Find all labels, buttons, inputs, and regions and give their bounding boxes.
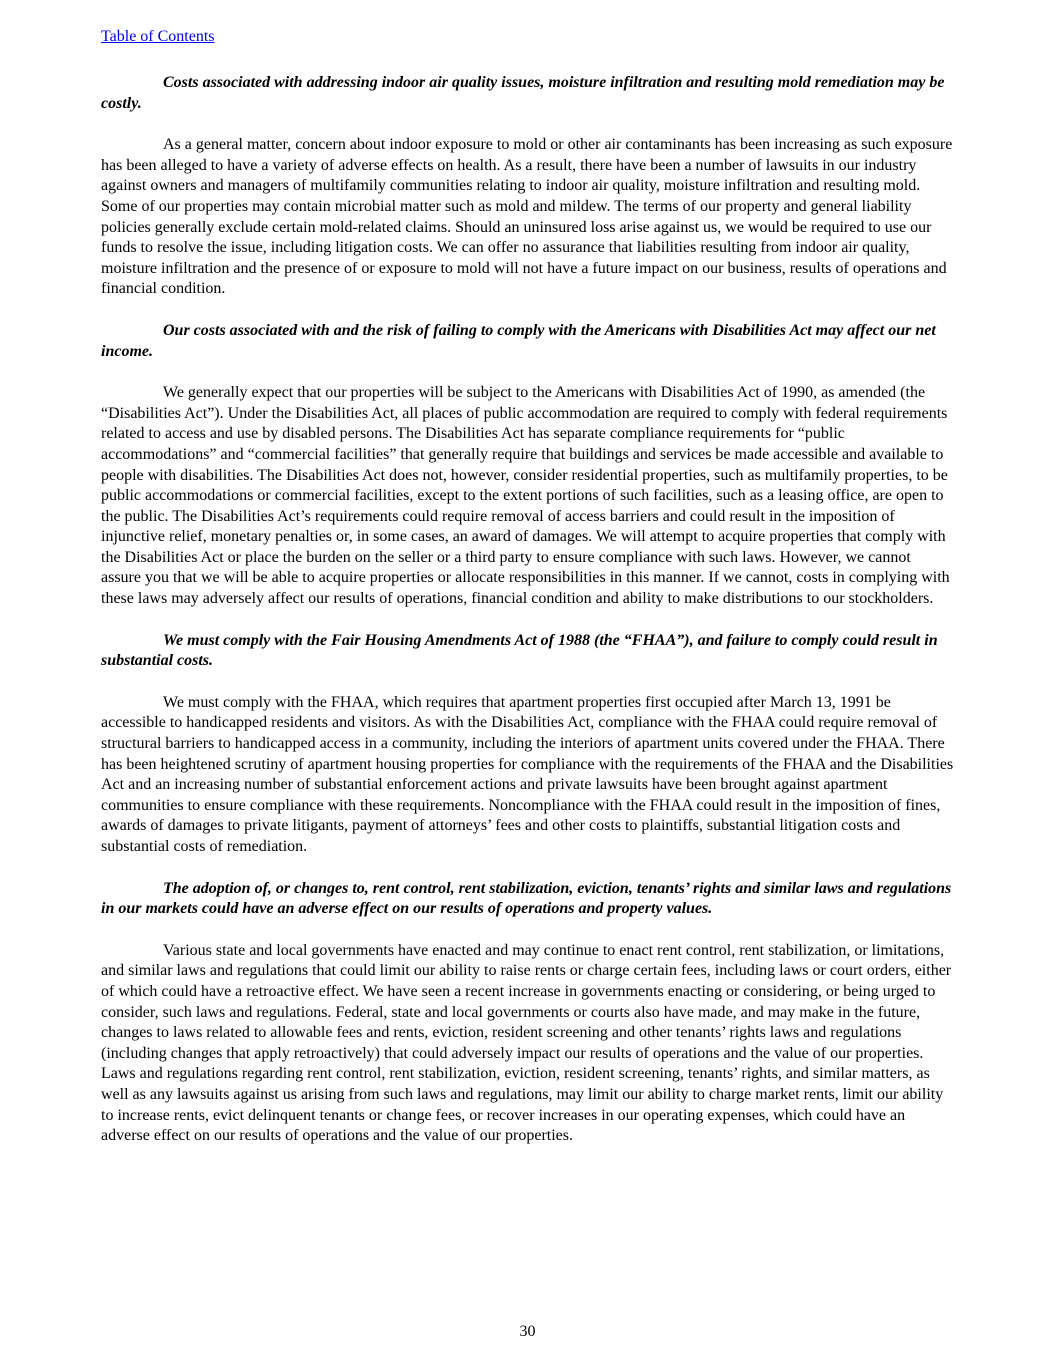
section-body-rent-control: Various state and local governments have enacted and may continue to enact rent control, rent stabilization, or limitations, and similar laws and regulations that could limit our ability to raise rents or charge certain fees, including laws or court orders, either of which could have a retroactive effect. We have seen a recent increase in governments enacting or considering, or being urged to consider, such laws and regulations. Federal, state and local governments or courts also have made, and may make in the future, changes to laws related to allowable fees and rents, eviction, resident screening and other tenants’ rights laws and regulations (including changes that apply retroactively) that could adversely impact our results of operations and the value of our properties. Laws and regulations regarding rent control, rent stabilization, eviction, resident screening, tenants’ rights, and similar matters, as well as any lawsuits against us arising from such laws and regulations, may limit our ability to charge market rents, limit our ability to increase rents, evict delinquent tenants or change fees, or recover increases in our operating expenses, which could have an adverse effect on our results of operations and the value of our properties.: [101, 941, 952, 1145]
document-body: [101, 73, 954, 1168]
page-number: 30: [519, 1323, 536, 1340]
section-heading-rent-control: The adoption of, or changes to, rent control, rent stabilization, eviction, tenants’ rights and similar laws and regulations in our markets could have an adverse effect on our results of operations and property values.: [101, 879, 952, 918]
section-body-disabilities-act: We generally expect that our properties will be subject to the Americans with Disabilities Act of 1990, as amended (the “Disabilities Act”). Under the Disabilities Act, all places of public accommodation are required to comply with federal requirements related to access and use by disabled persons. The Disabilities Act has separate compliance requirements for “public accommodations” and “commercial facilities” that generally require that buildings and services be made accessible and available to people with disabilities. The Disabilities Act does not, however, consider residential properties, such as multifamily properties, to be public accommodations or commercial facilities, except to the extent portions of such facilities, such as a leasing office, are open to the public. The Disabilities Act’s requirements could require removal of access barriers and could result in the imposition of injunctive relief, monetary penalties or, in some cases, an award of damages. We will attempt to acquire properties that comply with the Disabilities Act or place the burden on the seller or a third party to ensure compliance with such laws. However, we cannot assure you that we will be able to acquire properties or allocate responsibilities in this manner. If we cannot, costs in complying with these laws may adversely affect our results of operations, financial condition and ability to make distributions to our stockholders.: [101, 384, 950, 608]
section-body-fhaa: We must comply with the FHAA, which requires that apartment properties first occupied after March 13, 1991 be accessible to handicapped residents and visitors. As with the Disabilities Act, compliance with the FHAA could require removal of structural barriers to handicapped access in a community, including the interiors of apartment units covered under the FHAA. There has been heightened scrutiny of apartment housing properties for compliance with the requirements of the FHAA and the Disabilities Act and an increasing number of substantial enforcement actions and private lawsuits have been brought against apartment communities to ensure compliance with these requirements. Noncompliance with the FHAA could result in the imposition of fines, awards of damages to private litigants, payment of attorneys’ fees and other costs to plaintiffs, substantial litigation costs and substantial costs of remediation.: [101, 693, 954, 855]
section-body-mold: As a general matter, concern about indoor exposure to mold or other air contaminants has been increasing as such exposure has been alleged to have a variety of adverse effects on health. As a result, there have been a number of lawsuits in our industry against owners and managers of multifamily communities relating to indoor air quality, moisture infiltration and resulting mold. Some of our properties may contain microbial matter such as mold and mildew. The terms of our property and general liability policies generally exclude certain mold-related claims. Should an uninsured loss arise against us, we would be required to use our funds to resolve the issue, including litigation costs. We can offer no assurance that liabilities resulting from indoor air quality, moisture infiltration and the presence of or exposure to mold will not have a future impact on our business, results of operations and financial condition.: [101, 136, 953, 298]
section-heading-mold: Costs associated with addressing indoor air quality issues, moisture infiltration and resulting mold remediation may be costly.: [101, 74, 945, 112]
section-heading-fhaa: We must comply with the Fair Housing Amendments Act of 1988 (the “FHAA”), and failure to comply could result in substantial costs.: [101, 631, 938, 670]
section-heading-disabilities-act: Our costs associated with and the risk of failing to comply with the Americans with Disabilities Act may affect our net income.: [101, 321, 936, 360]
table-of-contents-link[interactable]: Table of Contents: [101, 28, 215, 45]
